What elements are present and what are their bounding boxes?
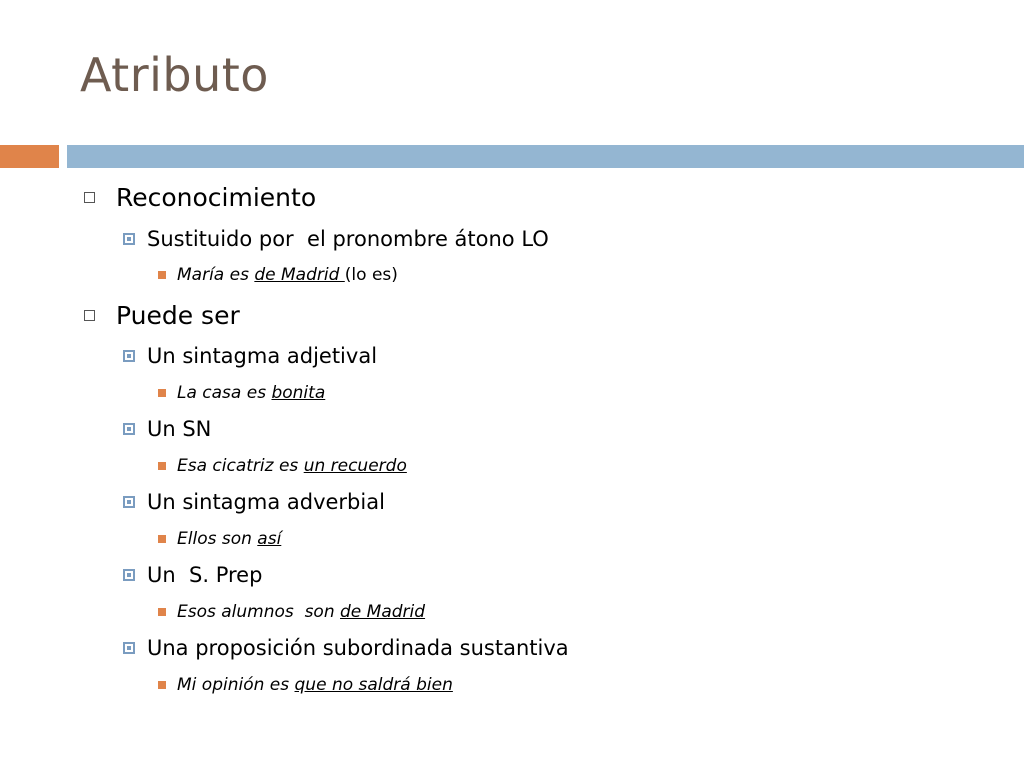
framed-square-bullet-icon: [123, 642, 135, 654]
example-underlined: de Madrid: [340, 602, 426, 622]
bullet-text: Puede ser: [116, 301, 240, 330]
example-text: Mi opinión es: [177, 675, 295, 695]
sub-bullet-sustituido: [123, 227, 549, 251]
filled-square-bullet-icon: [158, 389, 166, 397]
example-underlined: de Madrid: [254, 265, 345, 285]
example-text: La casa es: [177, 383, 272, 403]
framed-square-bullet-icon: [123, 233, 135, 245]
framed-square-bullet-icon: [123, 350, 135, 362]
example-opinion: [158, 675, 453, 695]
example-ellos: [158, 529, 281, 549]
sub-bullet-sn: [123, 417, 211, 441]
bullet-text: Un sintagma adverbial: [147, 490, 385, 514]
example-cicatriz: [158, 456, 407, 476]
bullet-reconocimiento: [84, 183, 316, 212]
sub-bullet-sprep: [123, 563, 262, 587]
example-underlined: que no saldrá bien: [294, 675, 453, 695]
filled-square-bullet-icon: [158, 608, 166, 616]
bullet-text: Un SN: [147, 417, 212, 441]
filled-square-bullet-icon: [158, 681, 166, 689]
sub-bullet-adjetival: [123, 344, 377, 368]
example-text: Ellos son: [177, 529, 258, 549]
sub-bullet-proposicion: [123, 636, 569, 660]
framed-square-bullet-icon: [123, 569, 135, 581]
filled-square-bullet-icon: [158, 462, 166, 470]
bullet-puede-ser: [84, 301, 240, 330]
example-alumnos: [158, 602, 425, 622]
bullet-text: Reconocimiento: [116, 183, 317, 212]
hollow-square-bullet-icon: [84, 310, 95, 321]
slide-title: Atributo: [80, 48, 269, 102]
example-underlined: un recuerdo: [303, 456, 407, 476]
filled-square-bullet-icon: [158, 271, 166, 279]
framed-square-bullet-icon: [123, 496, 135, 508]
bullet-text: Un sintagma adjetival: [147, 344, 378, 368]
example-text: María es: [177, 265, 255, 285]
bullet-text: Sustituido por el pronombre átono LO: [147, 227, 549, 251]
example-casa: [158, 383, 325, 403]
bullet-text: Un S. Prep: [147, 563, 263, 587]
example-text-suffix: (lo es): [344, 265, 398, 285]
example-maria: [158, 265, 398, 285]
bullet-text: Una proposición subordinada sustantiva: [147, 636, 569, 660]
sub-bullet-adverbial: [123, 490, 385, 514]
hollow-square-bullet-icon: [84, 192, 95, 203]
filled-square-bullet-icon: [158, 535, 166, 543]
framed-square-bullet-icon: [123, 423, 135, 435]
example-text: Esa cicatriz es: [177, 456, 304, 476]
example-underlined: así: [257, 529, 282, 549]
example-underlined: bonita: [271, 383, 326, 403]
example-text: Esos alumnos son: [177, 602, 341, 622]
